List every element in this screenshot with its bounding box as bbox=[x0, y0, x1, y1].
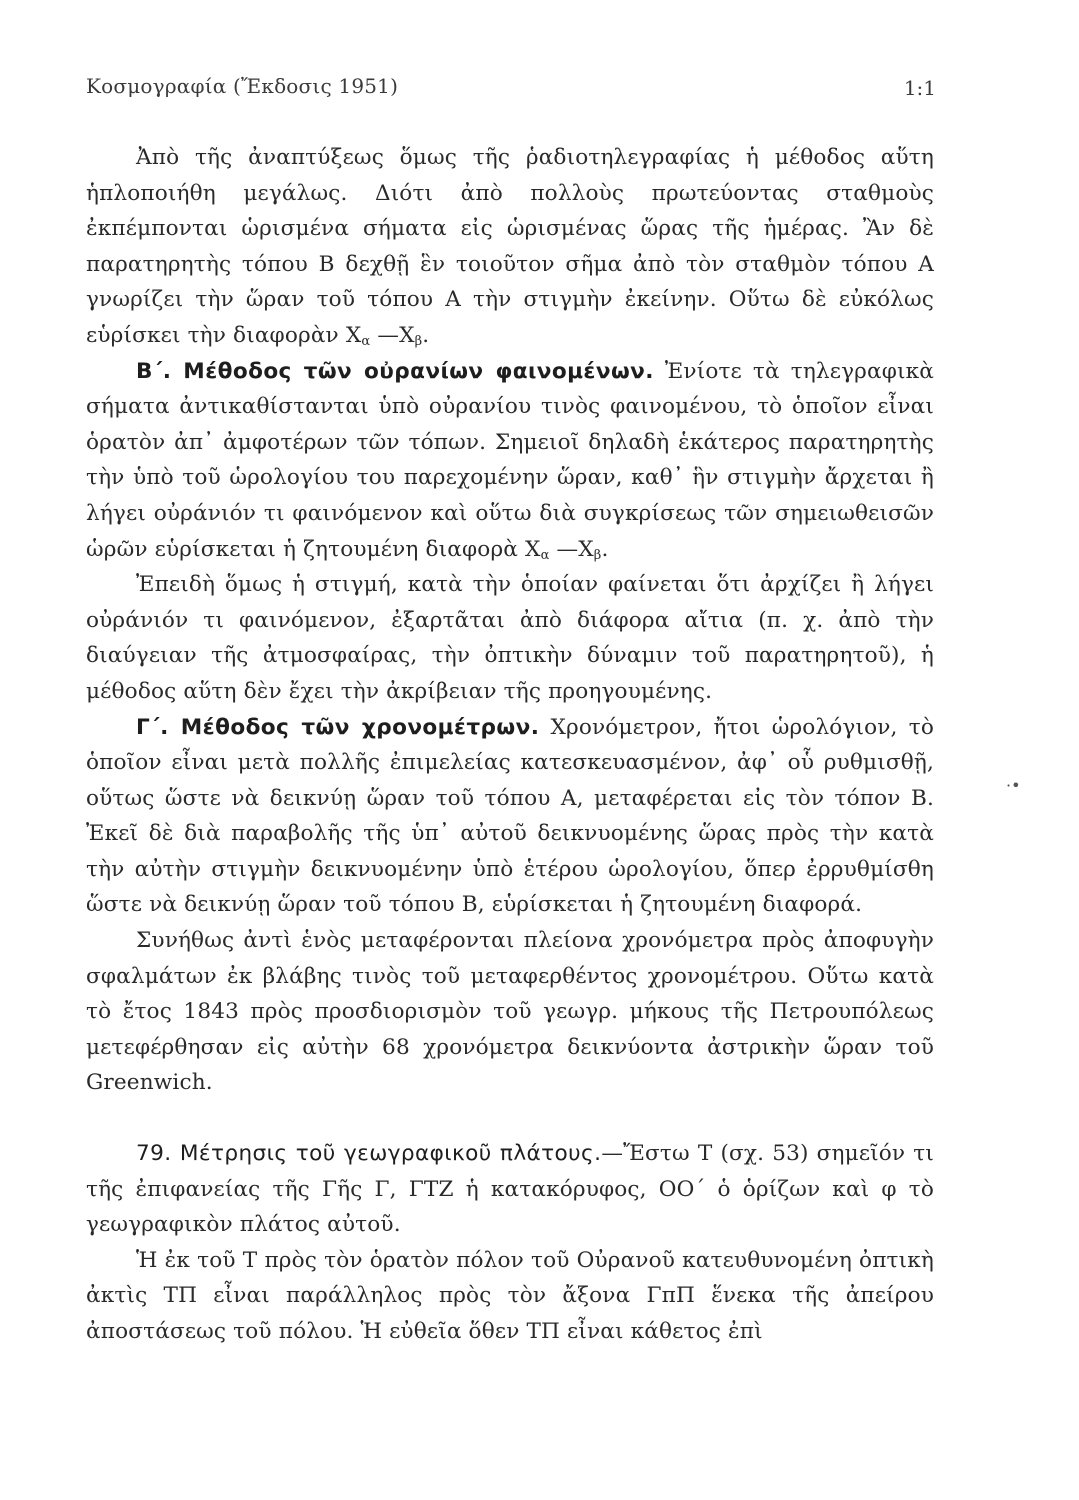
page-number: 1:1 bbox=[903, 76, 936, 100]
paragraph-text: Ἐνίοτε τὰ τηλεγραφικὰ σήματα ἀντικαθίστανται ὑπὸ οὐρανίου τινὸς φαινομένου, τὸ ὁποῖον εἶναι ὁρατὸν ἀπ᾽ ἀμφοτέρων τῶν τόπων. Σημειοῖ δηλαδὴ ἑκάτερος παρατηρητὴς τὴν ὑπὸ τοῦ ὡρολογίου του παρεχομένην ὥραν, καθ᾽ ἣν στιγμὴν ἄρχεται ἢ λήγει οὐράνιόν τι φαινόμενον καὶ οὕτω διὰ συγκρίσεως τῶν σημειωθεισῶν ὡρῶν εὑρίσκεται ἡ ζητουμένη διαφορὰ Χ bbox=[86, 358, 934, 562]
paragraph-radiotelegraphy bbox=[86, 140, 934, 354]
subscript-beta: β bbox=[414, 333, 423, 349]
section-heading-method-c: Γ΄. Μέθοδος τῶν χρονομέτρων. bbox=[136, 714, 540, 740]
difference-symbol: —Χ bbox=[549, 536, 594, 562]
paragraph-section-79 bbox=[86, 1136, 934, 1243]
paragraph-tail: . bbox=[601, 536, 609, 562]
running-header bbox=[86, 74, 936, 104]
running-title: Κοσμογραφία (Ἔκδοσις 1951) bbox=[86, 74, 399, 98]
subscript-alpha: α bbox=[361, 333, 371, 349]
paragraph-text: Ἡ ἐκ τοῦ Τ πρὸς τὸν ὁρατὸν πόλον τοῦ Οὐρανοῦ κατευθυνομένη ὀπτικὴ ἀκτὶς ΤΠ εἶναι παράλληλος πρὸς τὸν ἄξονα ΓπΠ ἕνεκα τῆς ἀπείρου ἀποστάσεως τοῦ πόλου. Ἡ εὐθεῖα ὅθεν ΤΠ εἶναι κάθετος ἐπὶ bbox=[86, 1247, 934, 1344]
subscript-alpha: α bbox=[540, 547, 550, 563]
paragraph-tail: . bbox=[422, 322, 430, 348]
section-heading-79: 79. Μέτρησις τοῦ γεωγραφικοῦ πλάτους. bbox=[136, 1141, 602, 1167]
paragraph-optical-ray bbox=[86, 1243, 934, 1350]
paragraph-accuracy bbox=[86, 567, 934, 709]
paragraph-text: Χρονόμετρον, ἤτοι ὡρολόγιον, τὸ ὁποῖον εἶναι μετὰ πολλῆς ἐπιμελείας κατεσκευασμένον, ἀφ᾽ οὗ ρυθμισθῇ, οὕτως ὥστε νὰ δεικνύῃ ὥραν τοῦ τόπου Α, μεταφέρεται εἰς τὸν τόπον Β. Ἐκεῖ δὲ διὰ παραβολῆς τῆς ὑπ᾽ αὐτοῦ δεικνυομένης ὥρας πρὸς τὴν κατὰ τὴν αὐτὴν στιγμὴν δεικνυομένην ὑπὸ ἑτέρου ὡρολογίου, ὅπερ ἐρρυθμίσθη ὥστε νὰ δεικνύῃ ὥραν τοῦ τόπου Β, εὑρίσκεται ἡ ζητουμένη διαφορά. bbox=[86, 714, 934, 918]
paragraph-method-b bbox=[86, 354, 934, 568]
paragraph-text: —Ἔστω Τ (σχ. 53) σημεῖόν τι τῆς ἐπιφανείας τῆς Γῆς Γ, ΓΤΖ ἡ κατακόρυφος, ΟΟ΄ ὁ ὁρίζων καὶ φ τὸ γεωγραφικὸν πλάτος αὐτοῦ. bbox=[86, 1141, 934, 1238]
paragraph-text: Ἐπειδὴ ὅμως ἡ στιγμή, κατὰ τὴν ὁποίαν φαίνεται ὅτι ἀρχίζει ἢ λήγει οὐράνιόν τι φαινόμενον, ἐξαρτᾶται ἀπὸ διάφορα αἴτια (π. χ. ἀπὸ τὴν διαύγειαν τῆς ἀτμοσφαίρας, τὴν ὀπτικὴν δύναμιν τοῦ παρατηρητοῦ), ἡ μέθοδος αὕτη δὲν ἔχει τὴν ἀκρίβειαν τῆς προηγουμένης. bbox=[86, 572, 934, 704]
subscript-beta: β bbox=[593, 547, 602, 563]
body-text bbox=[86, 140, 934, 1350]
paragraph-method-c bbox=[86, 710, 934, 924]
paragraph-text: Ἀπὸ τῆς ἀναπτύξεως ὅμως τῆς ῥαδιοτηλεγραφίας ἡ μέθοδος αὕτη ἡπλοποιήθη μεγάλως. Διότι ἀπὸ πολλοὺς πρωτεύοντας σταθμοὺς ἐκπέμπονται ὡρισμένα σήματα εἰς ὡρισμένας ὥρας τῆς ἡμέρας. Ἂν δὲ παρατηρητὴς τόπου Β δεχθῇ ἓν τοιοῦτον σῆμα ἀπὸ τὸν σταθμὸν τόπου Α γνωρίζει τὴν ὥραν τοῦ τόπου Α τὴν στιγμὴν ἐκείνην. Οὕτω δὲ εὐκόλως εὑρίσκει τὴν διαφορὰν Χ bbox=[86, 145, 934, 348]
difference-symbol: —Χ bbox=[370, 322, 415, 348]
margin-mark: ·• bbox=[1006, 776, 1021, 795]
section-heading-method-b: Β΄. Μέθοδος τῶν οὐρανίων φαινομένων. bbox=[136, 358, 654, 384]
paragraph-text: Συνήθως ἀντὶ ἑνὸς μεταφέρονται πλείονα χρονόμετρα πρὸς ἀποφυγὴν σφαλμάτων ἐκ βλάβης τινὸς τοῦ μεταφερθέντος χρονομέτρου. Οὕτω κατὰ τὸ ἔτος 1843 πρὸς προσδιορισμὸν τοῦ γεωγρ. μήκους τῆς Πετρουπόλεως μετεφέρθησαν εἰς αὐτὴν 68 χρονόμετρα δεικνύοντα ἀστρικὴν ὥραν τοῦ Greenwich. bbox=[86, 928, 934, 1096]
paragraph-chronometers bbox=[86, 923, 934, 1101]
